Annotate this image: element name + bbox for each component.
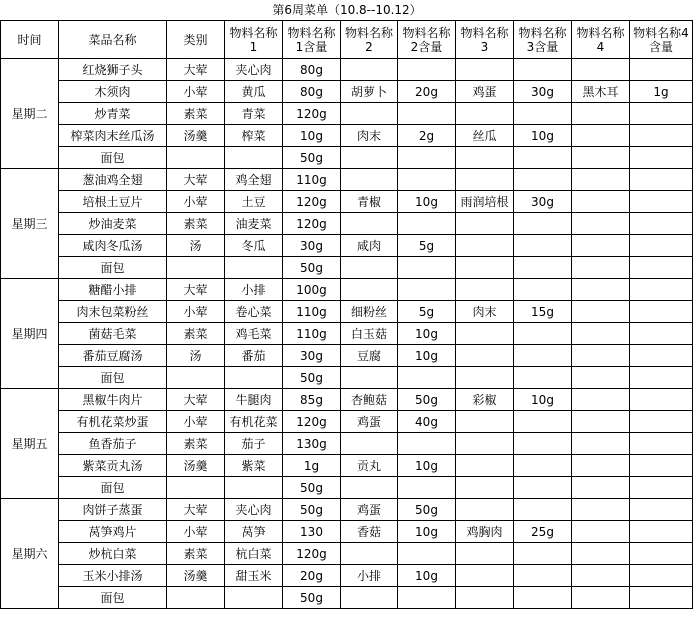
table-cell <box>630 565 693 587</box>
table-cell: 番茄 <box>225 345 283 367</box>
table-cell <box>456 257 514 279</box>
table-cell <box>572 477 630 499</box>
table-cell <box>167 367 225 389</box>
table-cell <box>225 477 283 499</box>
dish-name-cell: 玉米小排汤 <box>59 565 167 587</box>
table-cell <box>572 301 630 323</box>
table-cell: 5g <box>398 301 456 323</box>
table-cell: 10g <box>514 389 572 411</box>
table-cell: 110g <box>283 323 341 345</box>
table-cell <box>514 367 572 389</box>
dish-name-cell: 炒青菜 <box>59 103 167 125</box>
table-cell <box>572 345 630 367</box>
table-cell: 50g <box>283 147 341 169</box>
table-cell <box>341 169 398 191</box>
table-cell <box>630 257 693 279</box>
table-cell <box>572 191 630 213</box>
table-cell: 甜玉米 <box>225 565 283 587</box>
menu-table <box>0 20 693 609</box>
table-cell: 120g <box>283 543 341 565</box>
table-cell <box>225 147 283 169</box>
table-cell: 130g <box>283 433 341 455</box>
table-cell <box>514 499 572 521</box>
table-cell <box>514 455 572 477</box>
table-cell <box>456 103 514 125</box>
table-row <box>1 455 693 477</box>
table-cell: 素菜 <box>167 213 225 235</box>
table-cell: 鸡全翅 <box>225 169 283 191</box>
table-cell <box>572 257 630 279</box>
table-cell: 1g <box>283 455 341 477</box>
table-cell <box>630 59 693 81</box>
table-cell: 25g <box>514 521 572 543</box>
table-cell <box>572 499 630 521</box>
table-cell: 鸡蛋 <box>341 411 398 433</box>
table-row <box>1 235 693 257</box>
table-cell <box>225 367 283 389</box>
table-cell: 油麦菜 <box>225 213 283 235</box>
table-cell: 30g <box>283 235 341 257</box>
table-cell <box>514 543 572 565</box>
table-cell: 10g <box>398 565 456 587</box>
table-cell: 汤 <box>167 345 225 367</box>
dish-name-cell: 黑椒牛肉片 <box>59 389 167 411</box>
table-cell <box>630 477 693 499</box>
dish-name-cell: 菌菇毛菜 <box>59 323 167 345</box>
table-cell <box>456 543 514 565</box>
table-cell <box>456 213 514 235</box>
table-cell: 50g <box>283 367 341 389</box>
table-cell <box>398 59 456 81</box>
table-cell <box>398 169 456 191</box>
table-cell <box>456 59 514 81</box>
table-cell: 50g <box>283 587 341 609</box>
table-cell <box>398 433 456 455</box>
table-cell <box>167 587 225 609</box>
header-cell: 物料名称4 <box>572 21 630 59</box>
table-cell <box>514 235 572 257</box>
dish-name-cell: 榨菜肉末丝瓜汤 <box>59 125 167 147</box>
table-cell: 大荤 <box>167 59 225 81</box>
table-cell <box>514 59 572 81</box>
table-cell <box>630 279 693 301</box>
table-cell: 10g <box>398 191 456 213</box>
table-cell: 丝瓜 <box>456 125 514 147</box>
dish-name-cell: 鱼香茄子 <box>59 433 167 455</box>
dish-name-cell: 面包 <box>59 367 167 389</box>
table-cell: 卷心菜 <box>225 301 283 323</box>
table-row <box>1 543 693 565</box>
table-cell: 杭白菜 <box>225 543 283 565</box>
table-cell <box>514 257 572 279</box>
table-cell <box>398 103 456 125</box>
table-row <box>1 125 693 147</box>
table-cell <box>514 345 572 367</box>
table-cell: 鸡蛋 <box>456 81 514 103</box>
table-cell <box>572 147 630 169</box>
header-cell: 菜品名称 <box>59 21 167 59</box>
table-cell <box>630 521 693 543</box>
dish-name-cell: 肉末包菜粉丝 <box>59 301 167 323</box>
table-row <box>1 103 693 125</box>
table-cell <box>630 587 693 609</box>
table-cell: 贡丸 <box>341 455 398 477</box>
table-cell: 青菜 <box>225 103 283 125</box>
table-cell: 80g <box>283 59 341 81</box>
table-cell <box>456 345 514 367</box>
table-cell: 莴笋 <box>225 521 283 543</box>
table-cell: 鸡蛋 <box>341 499 398 521</box>
table-cell: 20g <box>283 565 341 587</box>
table-cell: 10g <box>398 323 456 345</box>
dish-name-cell: 炒杭白菜 <box>59 543 167 565</box>
table-cell: 20g <box>398 81 456 103</box>
table-cell <box>572 59 630 81</box>
table-cell <box>456 587 514 609</box>
header-cell: 物料名称3含量 <box>514 21 572 59</box>
table-cell: 50g <box>283 257 341 279</box>
table-row <box>1 521 693 543</box>
table-cell: 香菇 <box>341 521 398 543</box>
table-cell <box>398 213 456 235</box>
table-cell <box>456 565 514 587</box>
header-cell: 物料名称1含量 <box>283 21 341 59</box>
table-cell <box>630 345 693 367</box>
table-cell: 120g <box>283 103 341 125</box>
table-cell <box>341 147 398 169</box>
table-cell: 10g <box>398 455 456 477</box>
table-cell <box>630 455 693 477</box>
table-cell: 鸡胸肉 <box>456 521 514 543</box>
table-cell <box>572 587 630 609</box>
dish-name-cell: 番茄豆腐汤 <box>59 345 167 367</box>
table-cell: 30g <box>514 191 572 213</box>
table-cell <box>514 565 572 587</box>
table-cell <box>572 521 630 543</box>
table-cell: 大荤 <box>167 169 225 191</box>
table-cell <box>572 169 630 191</box>
table-row <box>1 323 693 345</box>
table-cell: 夹心肉 <box>225 499 283 521</box>
table-cell <box>398 257 456 279</box>
table-cell <box>572 103 630 125</box>
table-cell <box>398 147 456 169</box>
table-cell <box>456 147 514 169</box>
table-row <box>1 59 693 81</box>
table-cell <box>398 367 456 389</box>
table-cell: 肉末 <box>341 125 398 147</box>
table-cell <box>572 323 630 345</box>
header-cell: 物料名称2 <box>341 21 398 59</box>
table-cell <box>456 323 514 345</box>
table-row <box>1 301 693 323</box>
table-cell: 白玉菇 <box>341 323 398 345</box>
table-cell: 杏鲍菇 <box>341 389 398 411</box>
table-cell: 彩椒 <box>456 389 514 411</box>
table-cell: 80g <box>283 81 341 103</box>
table-cell <box>514 103 572 125</box>
table-cell: 青椒 <box>341 191 398 213</box>
table-cell <box>572 411 630 433</box>
table-cell: 50g <box>283 477 341 499</box>
table-cell <box>572 367 630 389</box>
table-cell <box>572 213 630 235</box>
table-cell: 冬瓜 <box>225 235 283 257</box>
table-cell: 120g <box>283 191 341 213</box>
dish-name-cell: 面包 <box>59 147 167 169</box>
table-cell: 小荤 <box>167 521 225 543</box>
header-cell: 时间 <box>1 21 59 59</box>
table-row <box>1 345 693 367</box>
table-row <box>1 411 693 433</box>
table-cell: 小荤 <box>167 191 225 213</box>
table-cell: 汤 <box>167 235 225 257</box>
table-cell <box>167 147 225 169</box>
table-cell <box>341 433 398 455</box>
table-cell <box>630 389 693 411</box>
table-cell <box>341 59 398 81</box>
table-cell: 100g <box>283 279 341 301</box>
table-cell: 汤羹 <box>167 125 225 147</box>
table-cell <box>456 411 514 433</box>
dish-name-cell: 面包 <box>59 477 167 499</box>
table-cell: 夹心肉 <box>225 59 283 81</box>
table-cell: 黄瓜 <box>225 81 283 103</box>
dish-name-cell: 木须肉 <box>59 81 167 103</box>
table-cell <box>167 477 225 499</box>
table-cell: 110g <box>283 301 341 323</box>
table-cell <box>572 125 630 147</box>
table-cell: 素菜 <box>167 543 225 565</box>
table-cell: 10g <box>398 521 456 543</box>
table-row <box>1 367 693 389</box>
table-cell <box>630 125 693 147</box>
table-row <box>1 565 693 587</box>
table-row <box>1 477 693 499</box>
table-row <box>1 191 693 213</box>
table-cell: 紫菜 <box>225 455 283 477</box>
table-cell <box>514 587 572 609</box>
table-cell <box>572 389 630 411</box>
table-cell <box>514 411 572 433</box>
table-cell: 有机花菜 <box>225 411 283 433</box>
table-cell <box>630 147 693 169</box>
table-cell <box>572 279 630 301</box>
table-cell <box>456 455 514 477</box>
table-cell: 肉末 <box>456 301 514 323</box>
table-cell <box>630 169 693 191</box>
table-cell: 鸡毛菜 <box>225 323 283 345</box>
dish-name-cell: 炒油麦菜 <box>59 213 167 235</box>
table-cell: 大荤 <box>167 279 225 301</box>
table-cell <box>456 433 514 455</box>
table-cell <box>225 587 283 609</box>
table-cell: 30g <box>283 345 341 367</box>
table-cell: 小排 <box>225 279 283 301</box>
table-cell <box>572 235 630 257</box>
menu-title: 第6周菜单（10.8--10.12） <box>272 3 422 17</box>
day-cell: 星期六 <box>1 499 59 609</box>
table-cell: 小荤 <box>167 301 225 323</box>
table-cell: 10g <box>283 125 341 147</box>
table-cell <box>630 191 693 213</box>
table-cell <box>341 257 398 279</box>
table-cell <box>341 213 398 235</box>
table-cell <box>514 477 572 499</box>
table-cell: 大荤 <box>167 389 225 411</box>
table-cell: 110g <box>283 169 341 191</box>
table-cell <box>514 147 572 169</box>
table-cell: 素菜 <box>167 323 225 345</box>
table-cell <box>456 169 514 191</box>
day-cell: 星期五 <box>1 389 59 499</box>
dish-name-cell: 葱油鸡全翅 <box>59 169 167 191</box>
table-cell: 豆腐 <box>341 345 398 367</box>
table-cell: 大荤 <box>167 499 225 521</box>
menu-table-body <box>1 21 693 609</box>
table-cell: 汤羹 <box>167 565 225 587</box>
table-row <box>1 279 693 301</box>
header-cell: 物料名称4含量 <box>630 21 693 59</box>
header-row <box>1 21 693 59</box>
table-cell <box>398 477 456 499</box>
table-cell <box>456 279 514 301</box>
table-cell <box>630 323 693 345</box>
dish-name-cell: 咸肉冬瓜汤 <box>59 235 167 257</box>
table-row <box>1 169 693 191</box>
table-cell <box>514 433 572 455</box>
table-cell <box>514 279 572 301</box>
table-cell: 咸肉 <box>341 235 398 257</box>
table-cell <box>630 411 693 433</box>
table-cell: 小荤 <box>167 411 225 433</box>
table-row <box>1 257 693 279</box>
table-cell: 5g <box>398 235 456 257</box>
table-cell: 榨菜 <box>225 125 283 147</box>
table-cell: 牛腿肉 <box>225 389 283 411</box>
table-cell: 10g <box>398 345 456 367</box>
table-cell <box>225 257 283 279</box>
day-cell: 星期四 <box>1 279 59 389</box>
table-row <box>1 433 693 455</box>
table-cell: 小荤 <box>167 81 225 103</box>
table-cell <box>167 257 225 279</box>
table-row <box>1 499 693 521</box>
table-cell <box>341 279 398 301</box>
table-row <box>1 587 693 609</box>
table-cell <box>341 543 398 565</box>
dish-name-cell: 红烧狮子头 <box>59 59 167 81</box>
table-cell <box>456 477 514 499</box>
table-cell: 1g <box>630 81 693 103</box>
day-cell: 星期三 <box>1 169 59 279</box>
table-cell <box>456 235 514 257</box>
table-cell: 130 <box>283 521 341 543</box>
table-cell: 黑木耳 <box>572 81 630 103</box>
table-cell <box>572 433 630 455</box>
table-cell: 50g <box>283 499 341 521</box>
table-cell <box>572 565 630 587</box>
table-cell: 素菜 <box>167 433 225 455</box>
table-cell: 15g <box>514 301 572 323</box>
table-row <box>1 389 693 411</box>
table-cell: 50g <box>398 389 456 411</box>
table-cell <box>572 543 630 565</box>
table-cell: 茄子 <box>225 433 283 455</box>
table-cell: 50g <box>398 499 456 521</box>
dish-name-cell: 紫菜贡丸汤 <box>59 455 167 477</box>
dish-name-cell: 培根土豆片 <box>59 191 167 213</box>
table-cell: 40g <box>398 411 456 433</box>
table-cell <box>630 433 693 455</box>
table-cell: 雨润培根 <box>456 191 514 213</box>
table-cell <box>630 213 693 235</box>
table-cell <box>341 367 398 389</box>
table-cell <box>630 499 693 521</box>
table-cell <box>572 455 630 477</box>
table-cell <box>456 367 514 389</box>
header-cell: 物料名称2含量 <box>398 21 456 59</box>
day-cell: 星期二 <box>1 59 59 169</box>
table-cell: 胡萝卜 <box>341 81 398 103</box>
table-cell <box>341 587 398 609</box>
table-cell: 120g <box>283 213 341 235</box>
header-cell: 类别 <box>167 21 225 59</box>
table-cell: 土豆 <box>225 191 283 213</box>
table-cell: 10g <box>514 125 572 147</box>
table-cell: 素菜 <box>167 103 225 125</box>
table-cell <box>398 279 456 301</box>
dish-name-cell: 肉饼子蒸蛋 <box>59 499 167 521</box>
table-cell <box>341 477 398 499</box>
dish-name-cell: 面包 <box>59 587 167 609</box>
table-cell <box>630 367 693 389</box>
table-cell: 细粉丝 <box>341 301 398 323</box>
table-cell <box>630 301 693 323</box>
table-cell <box>514 169 572 191</box>
table-row <box>1 213 693 235</box>
table-row <box>1 81 693 103</box>
table-cell: 85g <box>283 389 341 411</box>
table-cell <box>398 587 456 609</box>
table-cell <box>630 235 693 257</box>
table-cell <box>630 103 693 125</box>
table-cell <box>341 103 398 125</box>
table-cell: 小排 <box>341 565 398 587</box>
table-row <box>1 147 693 169</box>
dish-name-cell: 有机花菜炒蛋 <box>59 411 167 433</box>
table-cell: 120g <box>283 411 341 433</box>
table-cell <box>398 543 456 565</box>
table-cell <box>456 499 514 521</box>
table-cell: 2g <box>398 125 456 147</box>
dish-name-cell: 面包 <box>59 257 167 279</box>
dish-name-cell: 糖醋小排 <box>59 279 167 301</box>
header-cell: 物料名称1 <box>225 21 283 59</box>
dish-name-cell: 莴笋鸡片 <box>59 521 167 543</box>
header-cell: 物料名称3 <box>456 21 514 59</box>
table-cell <box>514 213 572 235</box>
table-cell <box>630 543 693 565</box>
table-cell: 汤羹 <box>167 455 225 477</box>
table-cell: 30g <box>514 81 572 103</box>
table-cell <box>514 323 572 345</box>
